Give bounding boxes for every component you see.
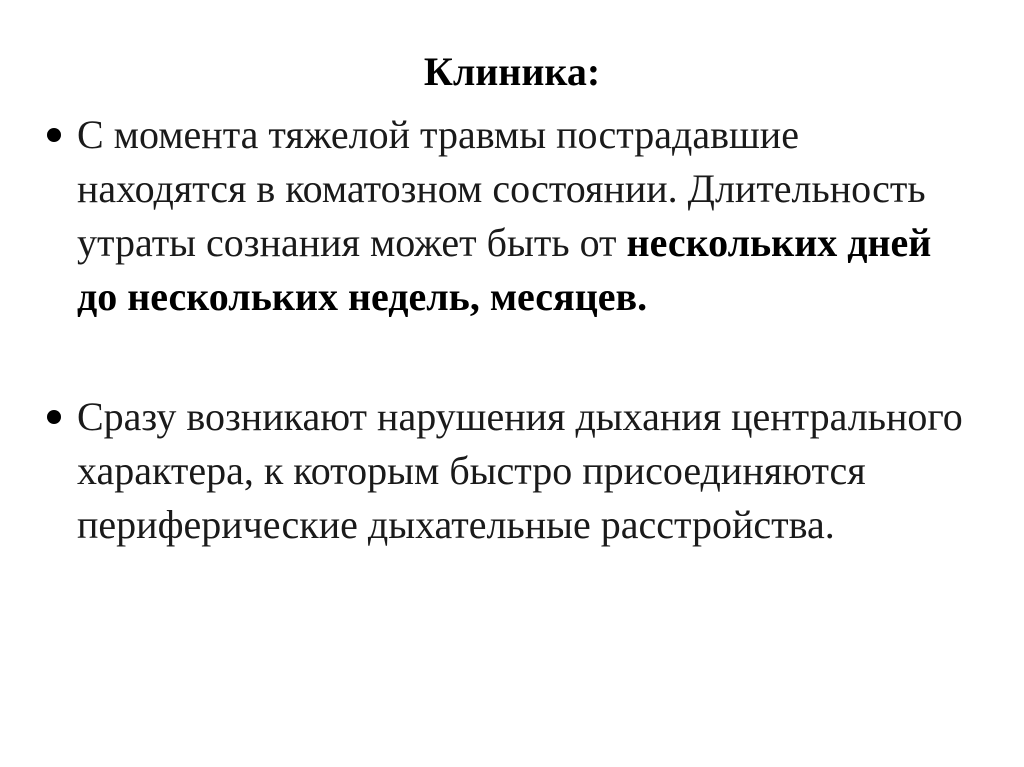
bullet-item-clinic-coma xyxy=(44,108,974,324)
bullet-text: Сразу возникают нарушения дыхания центрального характера, к которым быстро присоединяются периферические дыхательные расстройства. xyxy=(77,394,963,547)
bullet-dot-icon xyxy=(47,410,61,424)
bullet-dot-icon xyxy=(47,128,61,142)
bullet-bold-text: нескольких дней до нескольких недель, месяцев. xyxy=(77,220,932,319)
slide-title: Клиника: xyxy=(423,49,601,94)
bullet-list xyxy=(44,108,974,552)
bullet-item-respiratory-disorders xyxy=(44,390,974,552)
bullet-text: С момента тяжелой травмы пострадавшие находятся в коматозном состоянии. Длительность утраты сознания может быть от xyxy=(77,112,926,265)
